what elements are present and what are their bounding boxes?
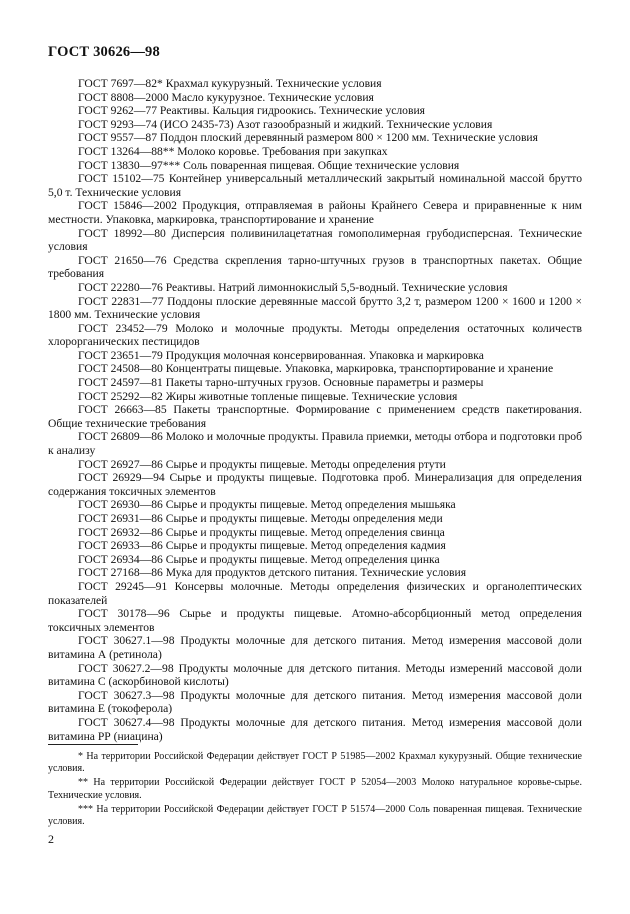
reference-item: ГОСТ 29245—91 Консервы молочные. Методы определения физических и органолептических показателей (48, 579, 582, 607)
reference-item: ГОСТ 30627.2—98 Продукты молочные для детского питания. Методы измерений массовой доли витамина С (аскорбиновой кислоты) (48, 661, 582, 689)
reference-item: ГОСТ 9293—74 (ИСО 2435-73) Азот газообразный и жидкий. Технические условия (78, 117, 493, 131)
references-list (48, 77, 582, 743)
reference-item: ГОСТ 15102—75 Контейнер универсальный металлический закрытый номинальной массой брутто 5,0 т. Технические условия (48, 172, 582, 199)
reference-item: ГОСТ 13830—97*** Соль поваренная пищевая. Общие технические условия (78, 158, 460, 172)
footnotes (48, 751, 582, 830)
reference-item: ГОСТ 15846—2002 Продукция, отправляемая в районы Крайнего Севера и приравненные к ним местности. Упаковка, маркировка, транспортирование и хранение (48, 199, 582, 226)
reference-item: ГОСТ 26931—86 Сырье и продукты пищевые. Методы определения меди (78, 512, 443, 525)
reference-item: ГОСТ 26929—94 Сырье и продукты пищевые. Подготовка проб. Минерализация для определения содержания токсичных элементов (48, 471, 582, 498)
reference-item: ГОСТ 21650—76 Средства скрепления тарно-штучных грузов в транспортных пакетах. Общие требования (48, 253, 582, 281)
reference-item: ГОСТ 26934—86 Сырье и продукты пищевые. Метод определения цинка (78, 552, 440, 566)
reference-item: ГОСТ 8808—2000 Масло кукурузное. Технические условия (78, 90, 374, 104)
reference-item: ГОСТ 26932—86 Сырье и продукты пищевые. Метод определения свинца (78, 525, 445, 539)
page-number: 2 (48, 832, 54, 846)
reference-item: ГОСТ 22831—77 Поддоны плоские деревянные массой брутто 3,2 т, размером 1200 × 1600 и 1200 × 1800 мм. Технические условия (48, 294, 582, 322)
reference-item: ГОСТ 26927—86 Сырье и продукты пищевые. Методы определения ртути (78, 457, 446, 471)
reference-item: ГОСТ 23651—79 Продукция молочная консервированная. Упаковка и маркировка (78, 348, 484, 362)
footnote: * На территории Российской Федерации действует ГОСТ Р 51985—2002 Крахмал кукурузный. Общие технические условия. (48, 751, 582, 775)
reference-item: ГОСТ 25292—82 Жиры животные топленые пищевые. Технические условия (78, 389, 458, 403)
reference-item: ГОСТ 30627.1—98 Продукты молочные для детского питания. Метод измерения массовой доли витамина А (ретинола) (48, 634, 582, 661)
reference-item: ГОСТ 26809—86 Молоко и молочные продукты. Правила приемки, методы отбора и подготовки проб к анализу (48, 430, 582, 458)
reference-item: ГОСТ 13264—88** Молоко коровье. Требования при закупках (78, 144, 388, 158)
reference-item: ГОСТ 23452—79 Молоко и молочные продукты. Методы определения остаточных количеств хлорорганических пестицидов (48, 321, 582, 349)
reference-item: ГОСТ 9557—87 Поддон плоский деревянный размером 800 × 1200 мм. Технические условия (78, 131, 538, 145)
reference-item: ГОСТ 22280—76 Реактивы. Натрий лимоннокислый 5,5-водный. Технические условия (78, 280, 508, 294)
reference-item: ГОСТ 18992—80 Дисперсия поливинилацетатная гомополимерная грубодисперсная. Технические условия (48, 226, 582, 254)
reference-item: ГОСТ 9262—77 Реактивы. Кальция гидроокись. Технические условия (78, 104, 425, 118)
reference-item: ГОСТ 26930—86 Сырье и продукты пищевые. Метод определения мышьяка (78, 498, 456, 512)
reference-item: ГОСТ 26663—85 Пакеты транспортные. Формирование с применением средств пакетирования. Общие технические требования (48, 403, 582, 430)
footnote: ** На территории Российской Федерации действует ГОСТ Р 52054—2003 Молоко натуральное коровье-сырье. Технические условия. (48, 777, 582, 801)
reference-item: ГОСТ 30178—96 Сырье и продукты пищевые. Атомно-абсорбционный метод определения токсичных элементов (48, 607, 582, 634)
page-header: ГОСТ 30626—98 (48, 44, 160, 60)
reference-item: ГОСТ 27168—86 Мука для продуктов детского питания. Технические условия (78, 566, 467, 580)
reference-item: ГОСТ 30627.4—98 Продукты молочные для детского питания. Метод измерения массовой доли витамина РР (ниацина) (48, 715, 582, 743)
reference-item: ГОСТ 30627.3—98 Продукты молочные для детского питания. Метод измерения массовой доли витамина Е (токоферола) (48, 688, 582, 716)
reference-item: ГОСТ 7697—82* Крахмал кукурузный. Технические условия (78, 77, 382, 90)
footnote: *** На территории Российской Федерации действует ГОСТ Р 51574—2000 Соль поваренная пищевая. Технические условия. (48, 803, 582, 828)
reference-item: ГОСТ 26933—86 Сырье и продукты пищевые. Метод определения кадмия (78, 539, 446, 553)
reference-item: ГОСТ 24597—81 Пакеты тарно-штучных грузов. Основные параметры и размеры (78, 376, 484, 390)
footnote-divider (48, 744, 138, 745)
reference-item: ГОСТ 24508—80 Концентраты пищевые. Упаковка, маркировка, транспортирование и хранение (78, 362, 554, 376)
